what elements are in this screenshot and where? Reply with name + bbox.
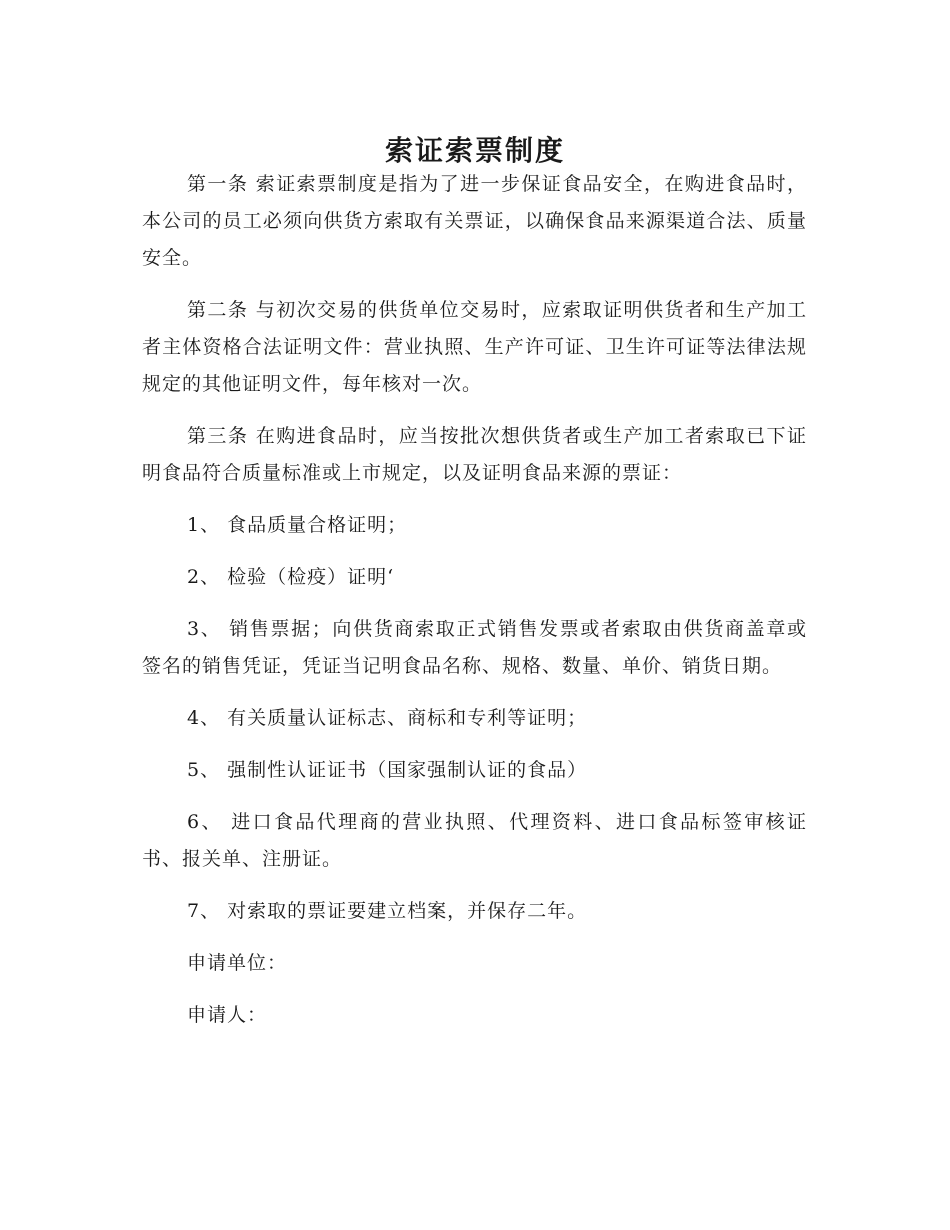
list-item-5: 5、 强制性认证证书（国家强制认证的食品） xyxy=(187,759,588,781)
list-item-1: 1、 食品质量合格证明； xyxy=(187,514,408,536)
list-item-2: 2、 检验（检疫）证明‘ xyxy=(187,566,395,588)
document-title: 索证索票制度 xyxy=(384,133,565,167)
paragraph-article-1: 第一条 索证索票制度是指为了进一步保证食品安全，在购进食品时，本公司的员工必须向供货方索取有关票证，以确保食品来源渠道合法、质量安全。 xyxy=(142,173,807,269)
document-body xyxy=(142,166,807,1034)
list-item-3: 3、 销售票据；向供货商索取正式销售发票或者索取由供货商盖章或签名的销售凭证，凭证当记明食品名称、规格、数量、单价、销货日期。 xyxy=(142,618,807,677)
list-item-6: 6、 进口食品代理商的营业执照、代理资料、进口食品标签审核证书、报关单、注册证。 xyxy=(142,811,807,870)
paragraph-article-3: 第三条 在购进食品时，应当按批次想供货者或生产加工者索取已下证明食品符合质量标准或上市规定，以及证明食品来源的票证： xyxy=(142,425,807,484)
paragraph-article-2: 第二条 与初次交易的供货单位交易时，应索取证明供货者和生产加工者主体资格合法证明文件：营业执照、生产许可证、卫生许可证等法律法规规定的其他证明文件，每年核对一次。 xyxy=(142,299,807,395)
list-item-4: 4、 有关质量认证标志、商标和专利等证明； xyxy=(187,707,588,729)
applicant-name-field: 申请人： xyxy=(187,1004,268,1026)
list-item-7: 7、 对索取的票证要建立档案，并保存二年。 xyxy=(187,900,588,922)
applicant-unit-field: 申请单位： xyxy=(187,952,288,974)
